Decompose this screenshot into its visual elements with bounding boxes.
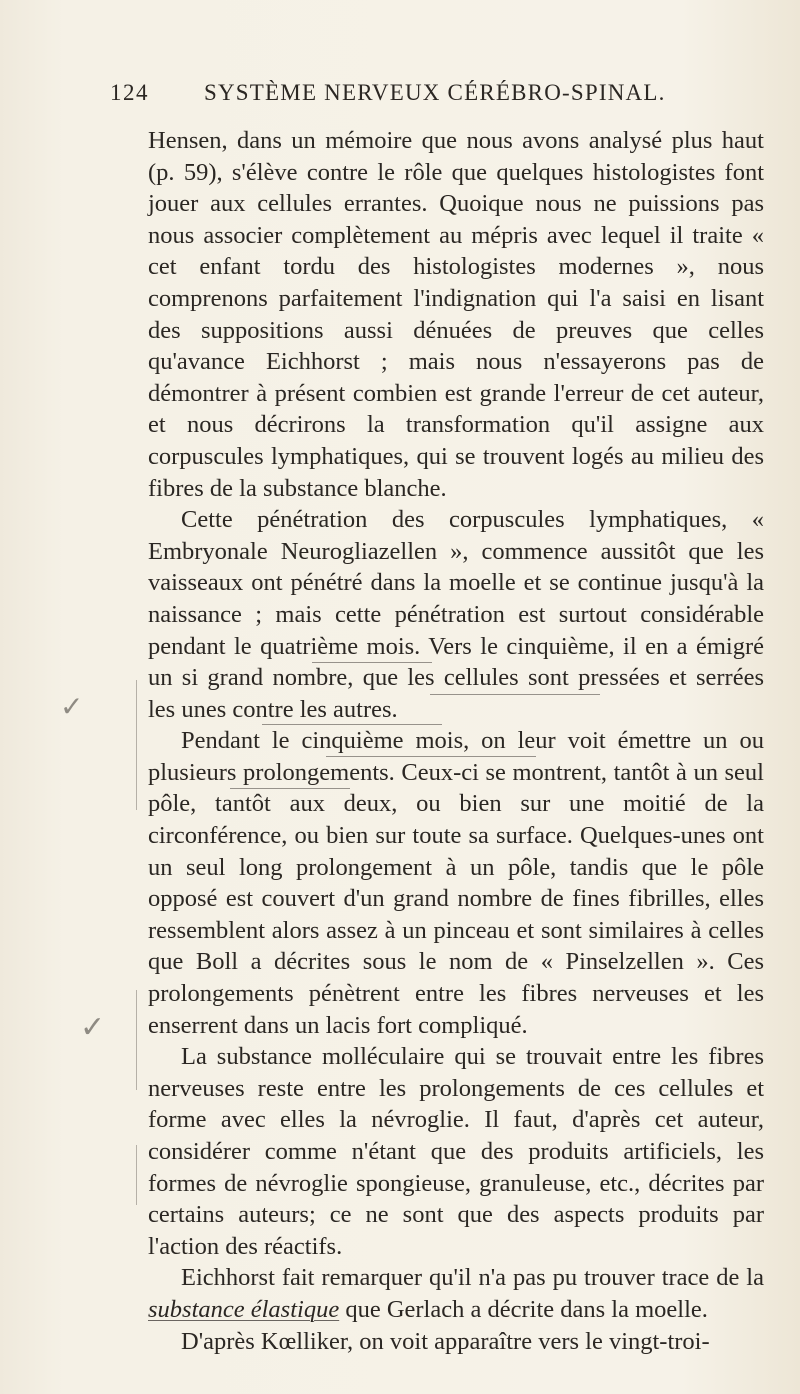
- running-head: [110, 80, 750, 108]
- pencil-underline: [326, 756, 536, 757]
- pencil-underline: [262, 724, 442, 725]
- margin-bracket: [136, 680, 137, 810]
- margin-annotation-icon: ✓: [60, 690, 84, 723]
- margin-bracket: [136, 990, 137, 1090]
- pencil-underline: [312, 662, 432, 663]
- body-text: [148, 125, 764, 1357]
- margin-annotation-icon: ✓: [80, 1010, 106, 1045]
- paragraph-substance-elastique: [148, 1262, 764, 1325]
- pencil-underline: [430, 694, 600, 695]
- final-line: D'après Kœlliker, on voit apparaître vers le vingt-troi-: [181, 1327, 710, 1355]
- margin-bracket: [136, 1145, 137, 1205]
- paragraph-text-before: Eichhorst fait remarquer qu'il n'a pas pu trouver trace de la: [181, 1264, 764, 1292]
- paragraph: Pendant le cinquième mois, on leur voit émettre un ou plusieurs prolongements. Ceux-ci se montrent, tantôt à un seul pôle, tantôt aux deux, ou bien sur une moitié de la circonférence, ou bien sur toute sa surface. Quelques-unes ont un seul long prolongement à un pôle, tandis que le pôle opposé est couvert d'un grand nombre de fines fibrilles, elles ressemblent alors assez à un pinceau et sont similaires à celles que Boll a décrites sous le nom de « Pinselzellen ». Ces prolongements pénètrent entre les fibres nerveuses et les enserrent dans un lacis fort compliqué.: [148, 727, 764, 1039]
- paragraph: La substance molléculaire qui se trouvait entre les fibres nerveuses reste entre les prolongements de ces cellules et forme avec elles la névroglie. Il faut, d'après cet auteur, considérer comme n'étant que des produits artificiels, les formes de névroglie spongieuse, granuleuse, etc., décrites par certains auteurs; ce ne sont que des aspects produits par l'action des réactifs.: [148, 1043, 764, 1260]
- emphasis-substance-elastique: substance élastique: [148, 1295, 340, 1323]
- page-number: 124: [110, 80, 149, 105]
- chapter-title: SYSTÈME NERVEUX CÉRÉBRO-SPINAL.: [204, 80, 666, 105]
- paragraph: Hensen, dans un mémoire que nous avons analysé plus haut (p. 59), s'élève contre le rôle que quelques histologistes font jouer aux cellules errantes. Quoique nous ne puissions pas nous associer complètement au mépris avec lequel il traite « cet enfant tordu des histologistes modernes », nous comprenons parfaitement l'indignation qui l'a saisi en lisant des suppositions aussi dénuées de preuves que celles qu'avance Eichhorst ; mais nous n'essayerons pas de démontrer à présent combien est grande l'erreur de cet auteur, et nous décrirons la transformation qu'il assigne aux corpuscules lymphatiques, qui se trouvent logés au milieu des fibres de la substance blanche.: [148, 127, 764, 502]
- paragraph: Cette pénétration des corpuscules lymphatiques, « Embryonale Neurogliazellen », commence aussitôt que les vaisseaux ont pénétré dans la moelle et se continue jusqu'à la naissance ; mais cette pénétration est surtout considérable pendant le quatrième mois. Vers le cinquième, il en a émigré un si grand nombre, que les cellules sont pressées et serrées les unes contre les autres.: [148, 506, 764, 723]
- paragraph-text-after: que Gerlach a décrite dans la moelle.: [339, 1295, 708, 1323]
- pencil-underline: [230, 788, 350, 789]
